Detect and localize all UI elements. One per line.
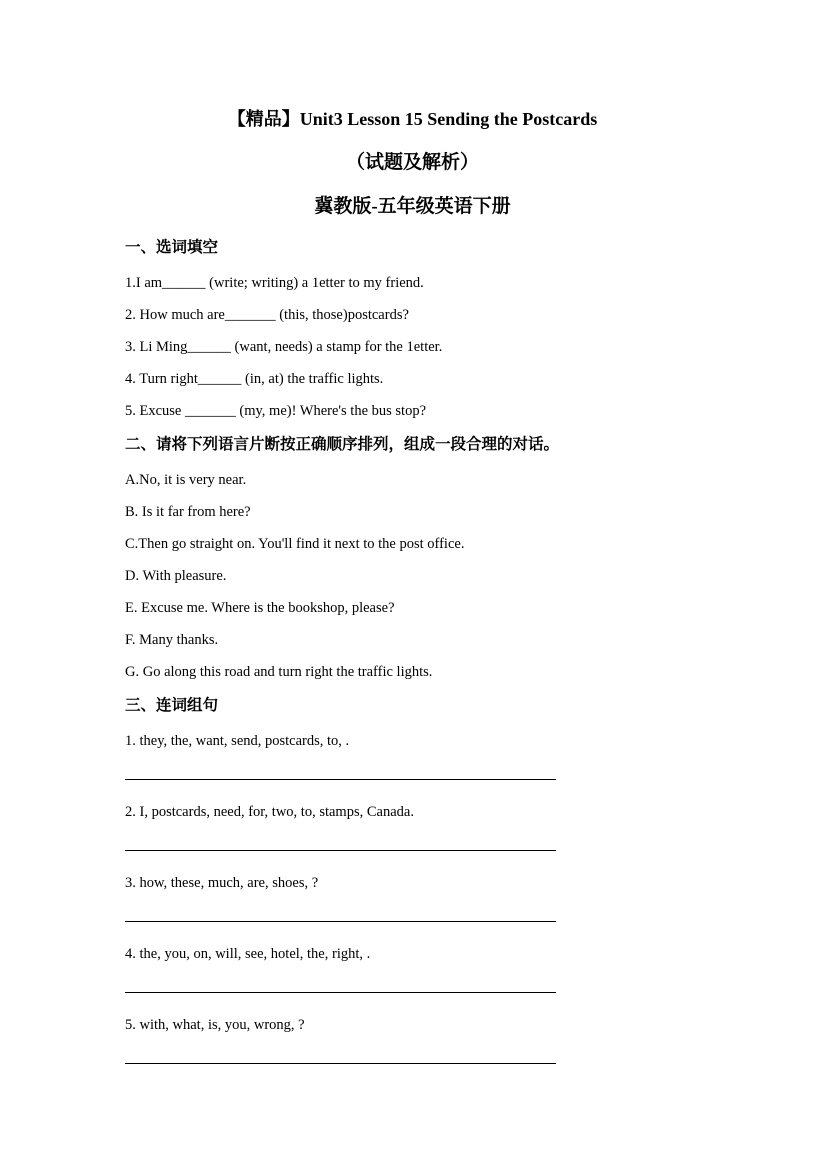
section-heading-1: 一、选词填空	[125, 239, 219, 256]
fill-blank-question-5: 5. Excuse _______ (my, me)! Where's the bus stop?	[125, 403, 427, 419]
sentence-question-1: 1. they, the, want, send, postcards, to, .	[125, 733, 350, 749]
section-heading-3: 三、连词组句	[125, 697, 219, 714]
section-heading-2: 二、请将下列语言片断按正确顺序排列，组成一段合理的对话。	[125, 436, 560, 453]
fill-blank-question-4: 4. Turn right______ (in, at) the traffic lights.	[125, 371, 384, 387]
dialogue-option-f: F. Many thanks.	[125, 632, 219, 648]
sentence-question-5: 5. with, what, is, you, wrong, ?	[125, 1017, 305, 1033]
sentence-question-3: 3. how, these, much, are, shoes, ?	[125, 875, 319, 891]
sentence-question-4: 4. the, you, on, will, see, hotel, the, right, .	[125, 946, 371, 962]
fill-blank-question-1: 1.I am______ (write; writing) a 1etter to my friend.	[125, 275, 424, 291]
dialogue-option-b: B. Is it far from here?	[125, 504, 251, 520]
dialogue-option-a: A.No, it is very near.	[125, 472, 247, 488]
sentence-question-2: 2. I, postcards, need, for, two, to, stamps, Canada.	[125, 804, 414, 820]
document-title: 【精品】Unit3 Lesson 15 Sending the Postcards	[227, 109, 598, 129]
dialogue-option-e: E. Excuse me. Where is the bookshop, please?	[125, 600, 395, 616]
answer-line-2	[125, 850, 556, 851]
fill-blank-question-3: 3. Li Ming______ (want, needs) a stamp for the 1etter.	[125, 339, 443, 355]
section-dialogue-ordering	[125, 435, 700, 682]
section-sentence-building	[125, 696, 700, 1064]
dialogue-option-d: D. With pleasure.	[125, 568, 227, 584]
fill-blank-question-2: 2. How much are_______ (this, those)postcards?	[125, 307, 409, 323]
document-edition: 冀教版-五年级英语下册	[314, 196, 511, 217]
answer-line-3	[125, 921, 556, 922]
answer-line-4	[125, 992, 556, 993]
answer-line-5	[125, 1063, 556, 1064]
dialogue-option-g: G. Go along this road and turn right the traffic lights.	[125, 664, 433, 680]
document-subtitle: （试题及解析）	[345, 152, 479, 173]
section-word-choice	[125, 238, 700, 421]
dialogue-option-c: C.Then go straight on. You'll find it next to the post office.	[125, 536, 465, 552]
answer-line-1	[125, 779, 556, 780]
